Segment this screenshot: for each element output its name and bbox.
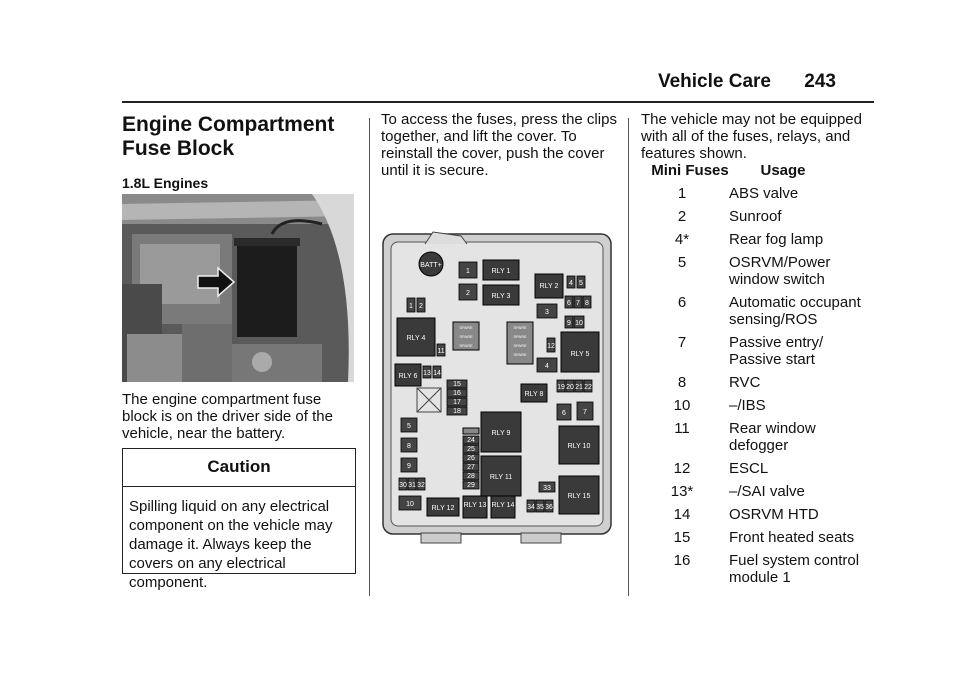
svg-text:RLY 10: RLY 10 — [567, 443, 591, 450]
fuse-block-diagram — [381, 228, 613, 553]
svg-text:SPARE: SPARE — [513, 334, 527, 339]
table-header — [641, 162, 877, 179]
svg-text:RLY 12: RLY 12 — [431, 505, 455, 512]
svg-text:SPARE: SPARE — [513, 343, 527, 348]
svg-text:35: 35 — [536, 504, 544, 511]
table-row: 1 ABS valve — [677, 185, 799, 202]
page-number: 243 — [804, 71, 836, 92]
svg-text:27: 27 — [467, 464, 475, 471]
svg-text:1: 1 — [409, 303, 413, 310]
svg-text:7: 7 — [583, 409, 587, 416]
svg-text:RLY 5: RLY 5 — [570, 351, 590, 358]
svg-text:RLY 4: RLY 4 — [406, 335, 426, 342]
right-column — [641, 111, 877, 162]
svg-text:RLY 6: RLY 6 — [398, 373, 418, 380]
svg-text:2: 2 — [466, 290, 470, 297]
availability-note: The vehicle may not be equipped with all of the fuses, relays, and features shown. — [641, 111, 862, 162]
middle-column — [381, 111, 617, 179]
table-row: 15 Front heated seats — [673, 529, 855, 546]
caution-box — [122, 448, 356, 591]
table-row: 7 Passive entry/ Passive start — [677, 334, 824, 368]
col-header-usage: Usage — [760, 162, 806, 179]
table-row: 11 Rear window defogger — [674, 420, 816, 454]
access-instructions: To access the fuses, press the clips together, and lift the cover. To reinstall the cover, push the cover until it is secure. — [381, 111, 617, 179]
svg-text:3: 3 — [545, 309, 549, 316]
svg-text:21: 21 — [575, 384, 583, 391]
svg-text:SPARE: SPARE — [513, 325, 527, 330]
svg-text:32: 32 — [417, 482, 425, 489]
table-row: 14 OSRVM HTD — [673, 506, 819, 523]
svg-text:24: 24 — [467, 437, 475, 444]
svg-text:6: 6 — [562, 410, 566, 417]
svg-text:2: 2 — [419, 303, 423, 310]
svg-text:14: 14 — [433, 370, 441, 377]
svg-text:8: 8 — [407, 443, 411, 450]
svg-text:10: 10 — [575, 320, 583, 327]
caution-text: Spilling liquid on any electrical component on the vehicle may damage it. Always keep the covers on any electrical component. — [129, 498, 333, 591]
svg-text:SPARE: SPARE — [459, 343, 473, 348]
svg-text:RLY 11: RLY 11 — [489, 474, 513, 481]
svg-text:RLY 1: RLY 1 — [491, 268, 511, 275]
svg-text:8: 8 — [585, 300, 589, 307]
header-rule — [122, 101, 874, 103]
svg-text:15: 15 — [453, 381, 461, 388]
svg-text:20: 20 — [566, 384, 574, 391]
svg-text:9: 9 — [407, 463, 411, 470]
svg-text:SPARE: SPARE — [459, 334, 473, 339]
svg-text:19: 19 — [557, 384, 565, 391]
svg-text:13: 13 — [423, 370, 431, 377]
svg-text:5: 5 — [407, 423, 411, 430]
fuse-usage-table — [641, 162, 877, 592]
svg-text:17: 17 — [453, 399, 461, 406]
engine-photo — [122, 194, 354, 382]
svg-text:RLY 9: RLY 9 — [491, 430, 511, 437]
column-divider — [369, 118, 370, 596]
svg-text:16: 16 — [453, 390, 461, 397]
svg-text:5: 5 — [579, 280, 583, 287]
svg-text:4: 4 — [569, 280, 573, 287]
svg-text:SPARE: SPARE — [513, 352, 527, 357]
svg-text:RLY 13: RLY 13 — [463, 502, 487, 509]
svg-text:RLY 15: RLY 15 — [567, 493, 591, 500]
svg-text:28: 28 — [467, 473, 475, 480]
svg-text:33: 33 — [543, 485, 551, 492]
table-row: 6 Automatic occupant sensing/ROS — [677, 294, 861, 328]
table-row: 4* Rear fog lamp — [674, 231, 824, 248]
table-row: 5 OSRVM/Power window switch — [677, 254, 831, 288]
engine-subheading: 1.8L Engines — [122, 175, 209, 191]
svg-text:10: 10 — [406, 501, 414, 508]
section-heading: Engine Compartment Fuse Block — [122, 113, 335, 160]
svg-text:9: 9 — [567, 320, 571, 327]
page-header — [658, 71, 836, 93]
col-header-fuses: Mini Fuses — [651, 162, 729, 179]
svg-text:6: 6 — [567, 300, 571, 307]
svg-text:1: 1 — [466, 268, 470, 275]
caution-title: Caution — [123, 449, 355, 487]
section-title: Vehicle Care — [657, 71, 772, 92]
table-row: 16 Fuel system control module 1 — [673, 552, 860, 586]
svg-text:29: 29 — [467, 482, 475, 489]
table-row: 12 ESCL — [673, 460, 769, 477]
table-row: 10 –/IBS — [673, 397, 766, 414]
table-row: 8 RVC — [677, 374, 761, 391]
column-divider — [628, 118, 629, 596]
batt-label: BATT+ — [420, 262, 442, 269]
svg-text:34: 34 — [527, 504, 535, 511]
svg-text:RLY 14: RLY 14 — [491, 502, 515, 509]
svg-text:31: 31 — [408, 482, 416, 489]
svg-text:25: 25 — [467, 446, 475, 453]
svg-text:RLY 3: RLY 3 — [491, 293, 511, 300]
svg-text:SPARE: SPARE — [459, 325, 473, 330]
svg-text:RLY 8: RLY 8 — [524, 391, 544, 398]
svg-text:36: 36 — [545, 504, 553, 511]
left-column — [122, 113, 342, 192]
svg-text:22: 22 — [584, 384, 592, 391]
svg-text:11: 11 — [437, 348, 445, 355]
photo-caption: The engine compartment fuse block is on the driver side of the vehicle, near the battery. — [122, 391, 333, 442]
svg-text:26: 26 — [467, 455, 475, 462]
svg-text:30: 30 — [399, 482, 407, 489]
table-row: 2 Sunroof — [677, 208, 782, 225]
svg-text:18: 18 — [453, 408, 461, 415]
table-row: 13* –/SAI valve — [670, 483, 805, 500]
svg-text:4: 4 — [545, 363, 549, 370]
svg-text:7: 7 — [576, 300, 580, 307]
svg-text:12: 12 — [547, 343, 555, 350]
svg-text:RLY 2: RLY 2 — [539, 283, 559, 290]
